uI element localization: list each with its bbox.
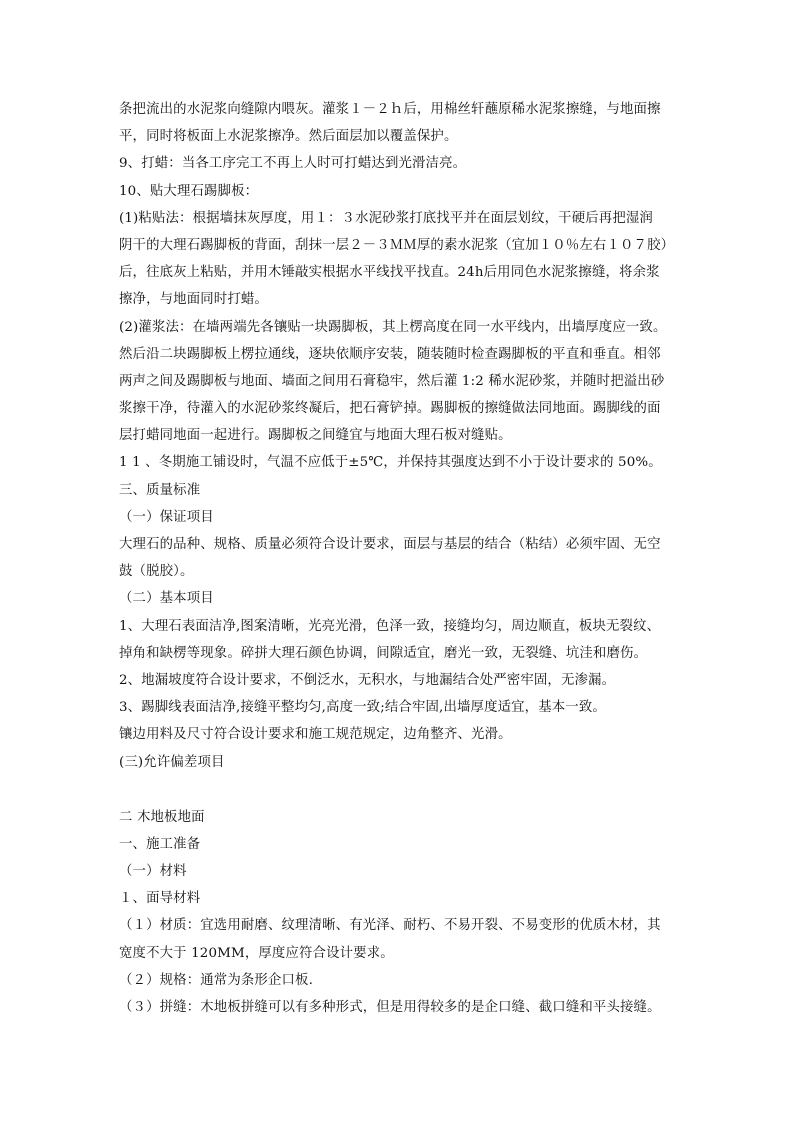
text-line: 擦净，与地面同时打蜡。 [119, 292, 268, 308]
text-line: 1 1 、冬期施工铺设时，气温不应低于±5℃，并保持其强度达到不小于设计要求的 50%。 [119, 455, 662, 471]
text-line: 一、施工准备 [119, 836, 201, 852]
text-line: (三)允许偏差项目 [119, 754, 225, 770]
text-line: 宽度不大于 120MM，厚度应符合设计要求。 [119, 945, 394, 961]
text-line: 鼓（脱胶）。 [119, 564, 194, 580]
text-line: 2、地漏坡度符合设计要求，不倒泛水，无积水，与地漏结合处严密牢固，无渗漏。 [119, 672, 616, 688]
text-line: 两声之间及踢脚板与地面、墙面之间用石膏稳牢，然后灌 1:2 稀水泥砂浆，并随时把溢出砂 [119, 373, 665, 389]
text-line: 条把流出的水泥浆向缝隙内喂灰。灌浆１－２ｈ后，用棉丝轩蘸原稀水泥浆擦缝，与地面擦 [119, 102, 661, 117]
text-line: １、面导材料 [119, 891, 201, 907]
text-line: 阴干的大理石踢脚板的背面，刮抹一层２－３ＭＭ厚的素水泥浆（宜加１０％左右１０７胶） [119, 237, 675, 253]
text-line: （二）基本项目 [119, 591, 214, 607]
text-line: 后，往底灰上粘贴，并用木锤敲实根据水平线找平找直。24h后用同色水泥浆擦缝，将余浆 [119, 265, 660, 281]
text-line: （２）规格：通常为条形企口板. [119, 972, 313, 988]
text-line: 三、质量标准 [119, 482, 201, 498]
text-line: 3、踢脚线表面洁净,接缝平整均匀,高度一致;结合牢固,出墙厚度适宜，基本一致。 [119, 700, 606, 716]
text-line: 10、贴大理石踢脚板： [119, 183, 259, 199]
text-line: 9、打蜡：当各工序完工不再上人时可打蜡达到光滑洁亮。 [119, 156, 467, 172]
document-body [119, 96, 679, 1021]
text-line: 1、大理石表面洁净,图案清晰，光亮光滑，色泽一致，接缝均匀，周边顺直，板块无裂纹、 [119, 618, 661, 634]
text-line: 然后沿二块踢脚板上楞拉通线，逐块依顺序安装，随装随时检查踢脚板的平直和垂直。相邻 [119, 346, 661, 362]
text-line: 掉角和缺楞等现象。碎拼大理石颜色协调，间隙适宜，磨光一致，无裂缝、坑洼和磨伤。 [119, 645, 648, 661]
text-line: （１）材质：宜选用耐磨、纹理清晰、有光泽、耐朽、不易开裂、不易变形的优质木材，其 [119, 918, 661, 934]
text-line: 浆擦干净，待灌入的水泥砂浆终凝后，把石膏铲掉。踢脚板的擦缝做法同地面。踢脚线的面 [119, 401, 661, 417]
text-line: 二 木地板地面 [119, 809, 205, 825]
text-line: 镶边用料及尺寸符合设计要求和施工规范规定，边角整齐、光滑。 [119, 727, 512, 743]
text-line: 大理石的品种、规格、质量必须符合设计要求，面层与基层的结合（粘结）必须牢固、无空 [119, 537, 661, 552]
text-line: （３）拼缝：木地板拼缝可以有多种形式，但是用得较多的是企口缝、截口缝和平头接缝。 [119, 1000, 661, 1015]
text-line: （一）保证项目 [119, 509, 214, 525]
text-line: （一）材料 [119, 864, 187, 880]
text-line: (1)粘贴法：根据墙抹灰厚度，用１：３水泥砂浆打底找平并在面层划纹，干硬后再把湿润 [119, 210, 653, 226]
text-line: (2)灌浆法：在墙两端先各镶贴一块踢脚板，其上楞高度在同一水平线内，出墙厚度应一致。 [119, 319, 667, 335]
text-line: 层打蜡同地面一起进行。踢脚板之间缝宜与地面大理石板对缝贴。 [119, 428, 512, 444]
text-line: 平，同时将板面上水泥浆擦净。然后面层加以覆盖保护。 [119, 129, 458, 145]
text-line [119, 776, 679, 804]
